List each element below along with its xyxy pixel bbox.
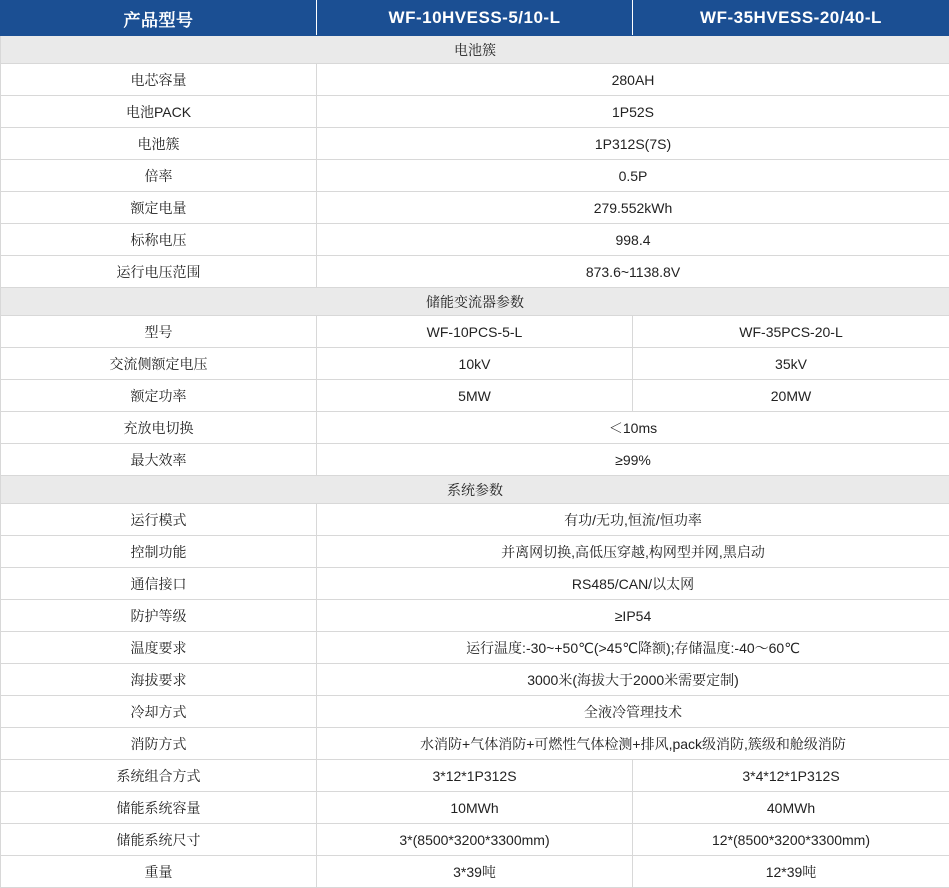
row-value-col1: 3*(8500*3200*3300mm) <box>317 824 633 856</box>
row-value: ＜10ms <box>317 412 949 444</box>
row-label: 电池PACK <box>1 96 317 128</box>
row-value: 1P312S(7S) <box>317 128 949 160</box>
row-value-col1: 5MW <box>317 380 633 412</box>
section-header-row <box>1 476 949 504</box>
row-value: 水消防+气体消防+可燃性气体检测+排风,pack级消防,簇级和舱级消防 <box>317 728 949 760</box>
row-value: 1P52S <box>317 96 949 128</box>
row-label: 温度要求 <box>1 632 317 664</box>
row-label: 倍率 <box>1 160 317 192</box>
table-row <box>1 316 949 348</box>
row-value: 0.5P <box>317 160 949 192</box>
table-row <box>1 632 949 664</box>
row-label: 型号 <box>1 316 317 348</box>
section-header-row <box>1 36 949 64</box>
row-label: 标称电压 <box>1 224 317 256</box>
row-label: 最大效率 <box>1 444 317 476</box>
table-row <box>1 192 949 224</box>
table-row <box>1 664 949 696</box>
row-value: 3000米(海拔大于2000米需要定制) <box>317 664 949 696</box>
row-label: 储能系统尺寸 <box>1 824 317 856</box>
row-label: 储能系统容量 <box>1 792 317 824</box>
table-row <box>1 380 949 412</box>
table-row <box>1 160 949 192</box>
table-row <box>1 96 949 128</box>
table-row <box>1 792 949 824</box>
row-label: 电池簇 <box>1 128 317 160</box>
table-row <box>1 568 949 600</box>
row-label: 消防方式 <box>1 728 317 760</box>
row-label: 运行电压范围 <box>1 256 317 288</box>
row-value-col1: 3*39吨 <box>317 856 633 888</box>
row-label: 充放电切换 <box>1 412 317 444</box>
row-value-col2: 35kV <box>633 348 949 380</box>
row-value: ≥IP54 <box>317 600 949 632</box>
row-value-col2: WF-35PCS-20-L <box>633 316 949 348</box>
row-label: 运行模式 <box>1 504 317 536</box>
row-label: 额定电量 <box>1 192 317 224</box>
row-value: RS485/CAN/以太网 <box>317 568 949 600</box>
row-value-col1: WF-10PCS-5-L <box>317 316 633 348</box>
row-value-col2: 12*39吨 <box>633 856 949 888</box>
row-label: 系统组合方式 <box>1 760 317 792</box>
table-row <box>1 856 949 888</box>
row-value-col1: 3*12*1P312S <box>317 760 633 792</box>
row-label: 冷却方式 <box>1 696 317 728</box>
table-row <box>1 224 949 256</box>
row-label: 海拔要求 <box>1 664 317 696</box>
table-row <box>1 128 949 160</box>
table-header-row <box>1 1 949 36</box>
header-column-1: WF-10HVESS-5/10-L <box>317 1 633 36</box>
row-value: 279.552kWh <box>317 192 949 224</box>
table-row <box>1 600 949 632</box>
row-value: 873.6~1138.8V <box>317 256 949 288</box>
row-label: 交流侧额定电压 <box>1 348 317 380</box>
row-label: 电芯容量 <box>1 64 317 96</box>
row-value-col2: 20MW <box>633 380 949 412</box>
table-row <box>1 504 949 536</box>
row-value: 并离网切换,高低压穿越,构网型并网,黑启动 <box>317 536 949 568</box>
table-row <box>1 348 949 380</box>
table-row <box>1 444 949 476</box>
row-label: 重量 <box>1 856 317 888</box>
row-value: ≥99% <box>317 444 949 476</box>
header-column-2: WF-35HVESS-20/40-L <box>633 1 949 36</box>
table-row <box>1 728 949 760</box>
row-value: 有功/无功,恒流/恒功率 <box>317 504 949 536</box>
row-value: 全液冷管理技术 <box>317 696 949 728</box>
row-label: 防护等级 <box>1 600 317 632</box>
row-label: 控制功能 <box>1 536 317 568</box>
header-product-model: 产品型号 <box>1 1 317 36</box>
row-label: 通信接口 <box>1 568 317 600</box>
table-row <box>1 696 949 728</box>
row-label: 额定功率 <box>1 380 317 412</box>
row-value-col1: 10MWh <box>317 792 633 824</box>
section-title-system-parameters: 系统参数 <box>1 476 949 504</box>
row-value: 280AH <box>317 64 949 96</box>
row-value-col2: 3*4*12*1P312S <box>633 760 949 792</box>
table-row <box>1 824 949 856</box>
row-value: 运行温度:-30~+50℃(>45℃降额);存储温度:-40～60℃ <box>317 632 949 664</box>
table-row <box>1 412 949 444</box>
spec-table-body <box>1 1 949 888</box>
section-title-pcs-parameters: 储能变流器参数 <box>1 288 949 316</box>
table-row <box>1 64 949 96</box>
row-value: 998.4 <box>317 224 949 256</box>
table-row <box>1 256 949 288</box>
section-title-battery-cluster: 电池簇 <box>1 36 949 64</box>
table-row <box>1 536 949 568</box>
row-value-col2: 40MWh <box>633 792 949 824</box>
row-value-col1: 10kV <box>317 348 633 380</box>
row-value-col2: 12*(8500*3200*3300mm) <box>633 824 949 856</box>
table-row <box>1 760 949 792</box>
section-header-row <box>1 288 949 316</box>
